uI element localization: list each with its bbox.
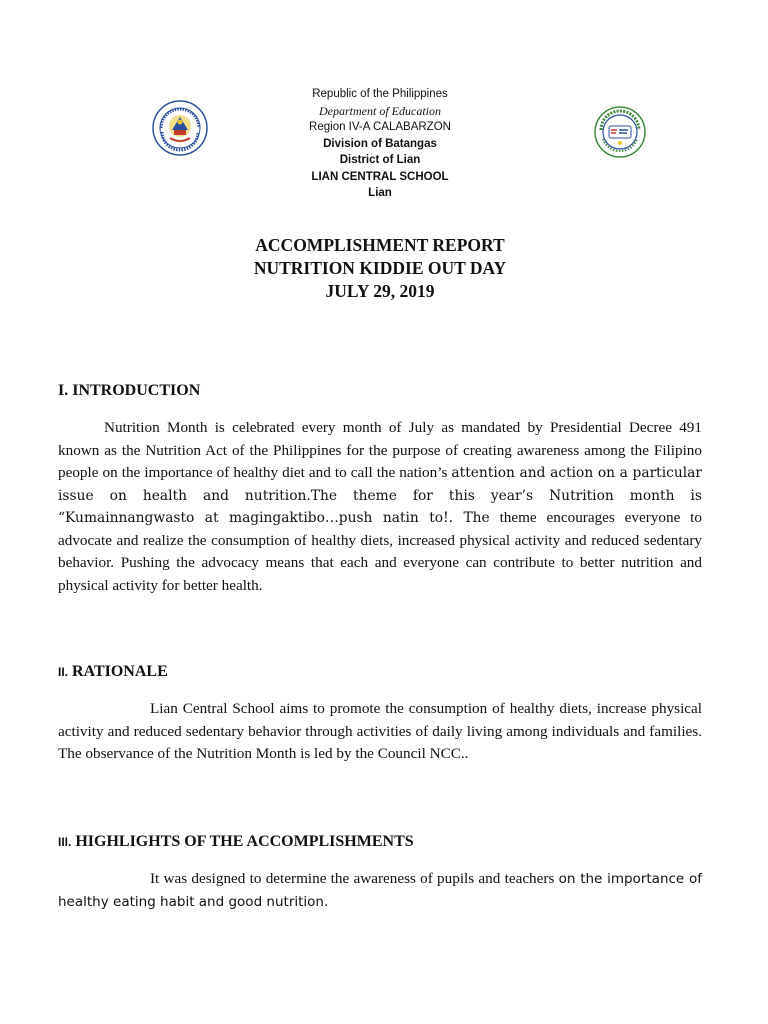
title-line-event: NUTRITION KIDDIE OUT DAY — [253, 258, 507, 278]
school-seal-icon — [594, 106, 646, 158]
title-line-date: JULY 29, 2019 — [325, 281, 435, 301]
letterhead-republic: Republic of the Philippines — [312, 88, 448, 100]
intro-text-part3: theme encourages everyone to advocate and realize the consumption of healthy diets, increased physical activity and reduced sedentary behavior. Pushing the advocacy means that each and everyone can contribute to better nutrition and physical activity for better health. — [58, 509, 702, 594]
intro-text-part2: attention and action on a particular issue on health and nutrition.The theme for this year’s Nutrition month is “Kumainnangwasto at magingaktibo…push natin to!. The — [58, 465, 702, 526]
rationale-heading-text: RATIONALE — [68, 663, 168, 680]
highlights-text-part1: It was designed to determine the awareness of pupils and teachers — [150, 870, 559, 887]
letterhead-town: Lian — [368, 187, 392, 199]
letterhead-department: Department of Education — [319, 103, 441, 118]
letterhead — [230, 86, 530, 202]
introduction-heading: I. INTRODUCTION — [58, 382, 201, 399]
introduction-paragraph — [58, 417, 702, 597]
highlights-heading — [58, 833, 414, 851]
rationale-heading-number: II. — [58, 665, 69, 679]
rationale-paragraph — [58, 698, 702, 766]
intro-text-part1: Nutrition Month is celebrated every month of July as mandated by Presidential Decree 491 known as the Nutrition Act of the Philippines for the purpose of creating awareness among the Filipino people on the importance of healthy diet and to call the nation’s — [58, 419, 702, 481]
report-title — [0, 234, 760, 303]
letterhead-district: District of Lian — [339, 154, 421, 166]
letterhead-division: Division of Batangas — [323, 137, 437, 150]
highlights-heading-text: HIGHLIGHTS OF THE ACCOMPLISHMENTS — [71, 833, 414, 850]
deped-seal-icon — [152, 100, 208, 156]
highlights-heading-number: III. — [58, 835, 72, 849]
highlights-paragraph — [58, 868, 702, 913]
rationale-heading — [58, 663, 168, 681]
letterhead-school: LIAN CENTRAL SCHOOL — [311, 170, 449, 183]
rationale-text: Lian Central School aims to promote the consumption of healthy diets, increase physical activity and reduced sedentary behavior through activities of daily living among individuals and families. The observance of the Nutrition Month is led by the Council NCC.. — [58, 700, 702, 762]
title-line-report: ACCOMPLISHMENT REPORT — [255, 235, 505, 255]
highlights-text-part2: on the importance of healthy eating habit and good nutrition. — [58, 871, 702, 910]
letterhead-region: Region IV-A CALABARZON — [309, 121, 451, 133]
